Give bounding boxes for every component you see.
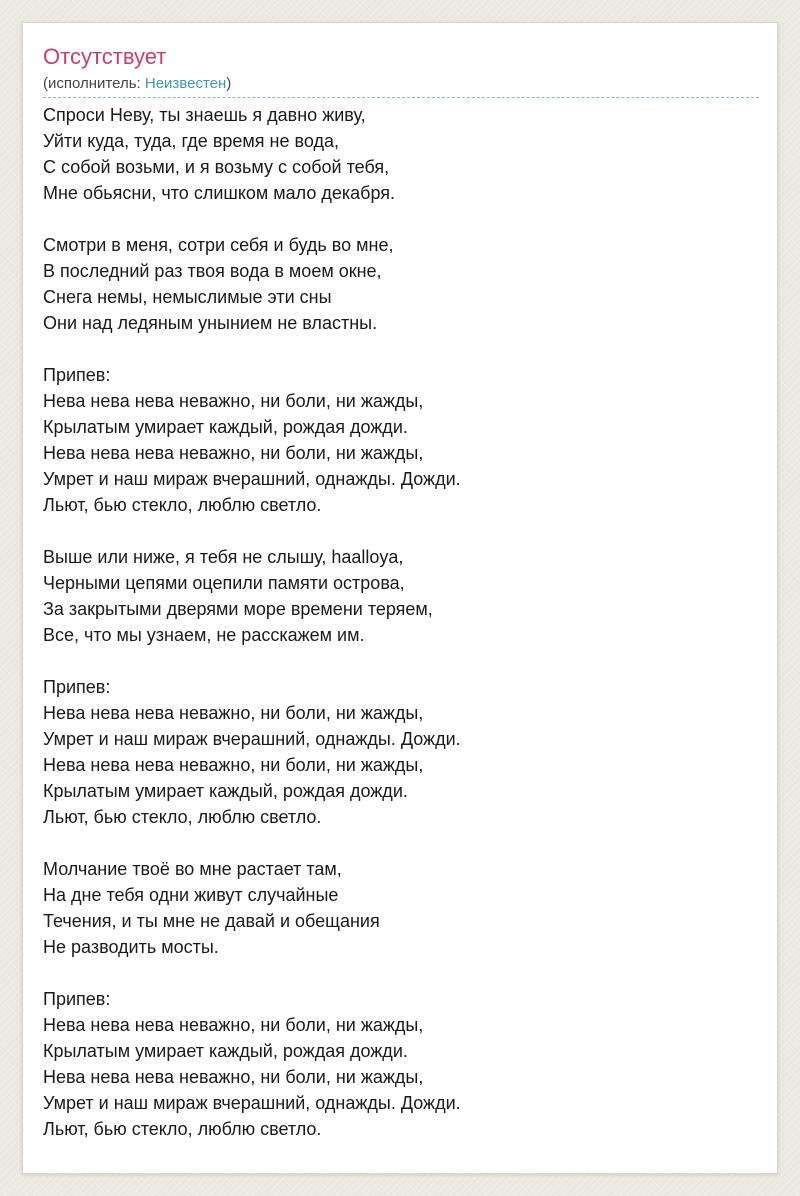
lyrics-body bbox=[43, 102, 759, 1168]
lyric-line: Нева нева нева неважно, ни боли, ни жажды, bbox=[43, 391, 424, 411]
lyric-line: Черными цепями оцепили памяти острова, bbox=[43, 573, 405, 593]
lyric-line: Уйти куда, туда, где время не вода, bbox=[43, 131, 339, 151]
lyric-line: В последний раз твоя вода в моем окне, bbox=[43, 261, 382, 281]
lyric-line: Льют, бью стекло, люблю светло. bbox=[43, 807, 322, 827]
lyric-line: Смотри в меня, сотри себя и будь во мне, bbox=[43, 235, 394, 255]
lyric-line: Умрет и наш мираж вчерашний, однажды. Дожди. bbox=[43, 469, 461, 489]
lyrics-stanza bbox=[43, 544, 759, 648]
lyrics-card bbox=[22, 22, 778, 1174]
lyric-line: Нева нева нева неважно, ни боли, ни жажды, bbox=[43, 443, 424, 463]
lyric-line: Течения, и ты мне не давай и обещания bbox=[43, 911, 380, 931]
lyric-line: Крылатым умирает каждый, рождая дожди. bbox=[43, 781, 408, 801]
lyric-line: Они над ледяным унынием не властны. bbox=[43, 313, 378, 333]
lyric-line: Спроси Неву, ты знаешь я давно живу, bbox=[43, 105, 366, 125]
lyric-line: Крылатым умирает каждый, рождая дожди. bbox=[43, 417, 408, 437]
chorus-label: Припев: bbox=[43, 677, 111, 697]
lyric-line: Умрет и наш мираж вчерашний, однажды. Дожди. bbox=[43, 1093, 461, 1113]
lyrics-stanza bbox=[43, 232, 759, 336]
lyric-line: Нева нева нева неважно, ни боли, ни жажды, bbox=[43, 1015, 424, 1035]
lyrics-stanza bbox=[43, 856, 759, 960]
lyrics-stanza bbox=[43, 362, 759, 518]
lyric-line: Нева нева нева неважно, ни боли, ни жажды, bbox=[43, 1067, 424, 1087]
lyric-line: Нева нева нева неважно, ни боли, ни жажды, bbox=[43, 755, 424, 775]
lyric-line: Крылатым умирает каждый, рождая дожди. bbox=[43, 1041, 408, 1061]
lyric-line: За закрытыми дверями море времени теряем, bbox=[43, 599, 433, 619]
lyrics-stanza bbox=[43, 986, 759, 1142]
lyric-line: Нева нева нева неважно, ни боли, ни жажды, bbox=[43, 703, 424, 723]
lyric-line: Выше или ниже, я тебя не слышу, haalloya, bbox=[43, 547, 404, 567]
lyric-line: Льют, бью стекло, люблю светло. bbox=[43, 1119, 322, 1139]
lyric-line: С собой возьми, и я возьму с собой тебя, bbox=[43, 157, 390, 177]
artist-link[interactable]: Неизвестен bbox=[144, 75, 227, 92]
artist-suffix: ) bbox=[226, 75, 232, 92]
lyric-line: Все, что мы узнаем, не расскажем им. bbox=[43, 625, 365, 645]
song-title: Отсутствует bbox=[43, 44, 167, 69]
song-header bbox=[43, 43, 759, 98]
lyric-line: Умрет и наш мираж вчерашний, однажды. Дожди. bbox=[43, 729, 461, 749]
lyrics-stanza bbox=[43, 102, 759, 206]
lyric-line: Снега немы, немыслимые эти сны bbox=[43, 287, 332, 307]
artist-line bbox=[43, 74, 759, 98]
lyric-line: Льют, бью стекло, люблю светло. bbox=[43, 495, 322, 515]
chorus-label: Припев: bbox=[43, 989, 111, 1009]
lyrics-stanza bbox=[43, 674, 759, 830]
lyric-line: На дне тебя одни живут случайные bbox=[43, 885, 339, 905]
lyric-line: Мне обьясни, что слишком мало декабря. bbox=[43, 183, 396, 203]
lyric-line: Молчание твоё во мне растает там, bbox=[43, 859, 342, 879]
artist-prefix: (исполнитель: bbox=[43, 75, 145, 92]
lyric-line: Не разводить мосты. bbox=[43, 937, 219, 957]
chorus-label: Припев: bbox=[43, 365, 111, 385]
